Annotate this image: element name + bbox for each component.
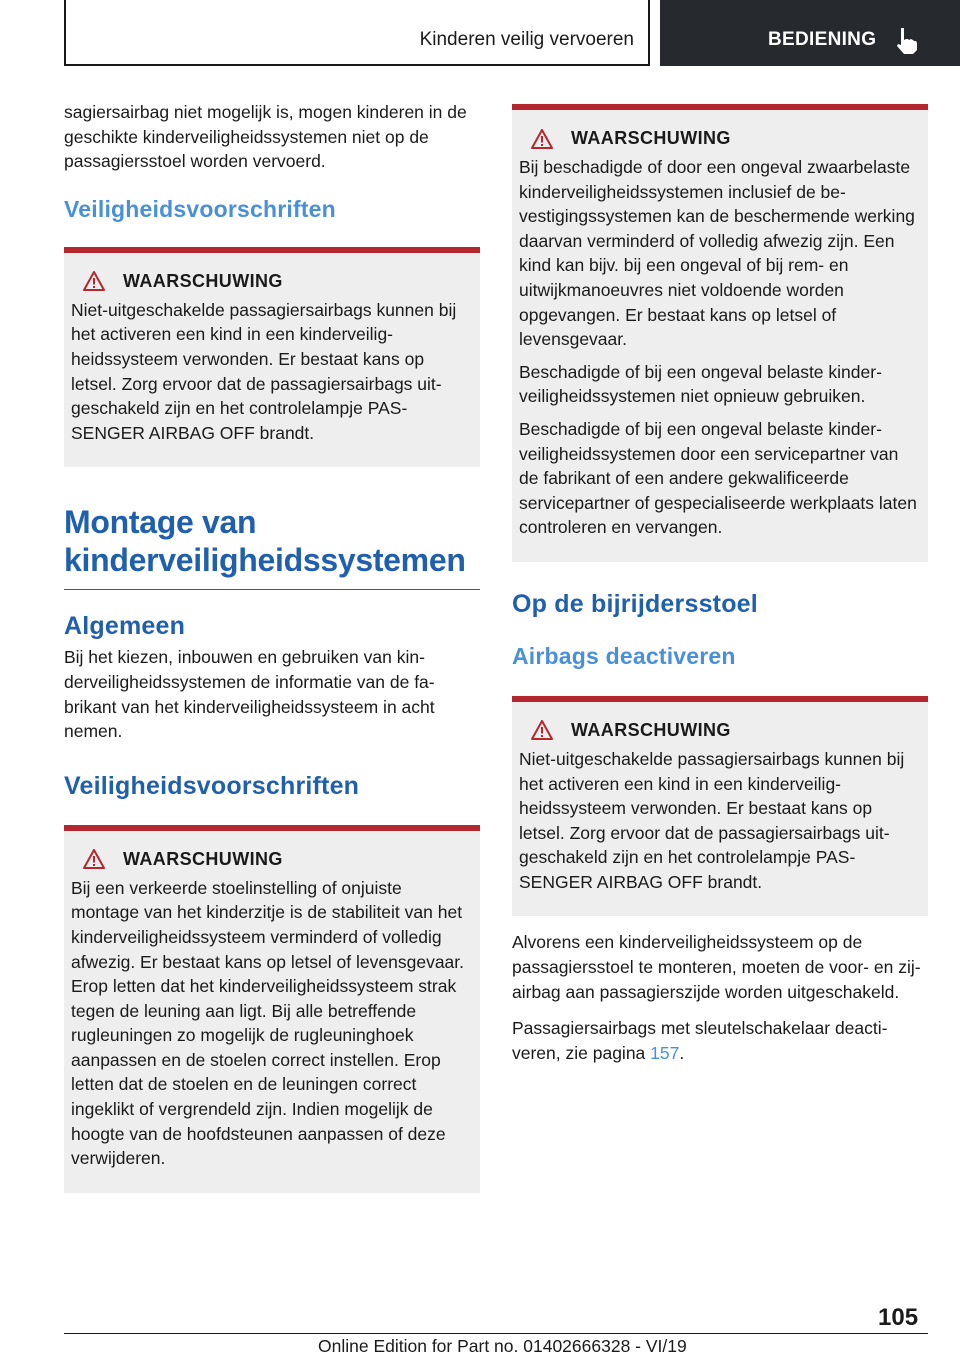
general-text: Bij het kiezen, inbouwen en gebruiken van kinderveiligheidssystemen de informatie van de fabrikant van het kinderveiligheidssysteem in acht nemen.	[64, 647, 435, 742]
warning-triangle-icon	[531, 129, 553, 149]
left-column	[64, 100, 480, 1207]
warning-title: WAARSCHUWING	[123, 270, 283, 291]
header-chapter-label: BEDIENING	[768, 29, 877, 50]
warning-triangle-icon	[531, 720, 553, 740]
right-column	[512, 104, 928, 1077]
warning-text: Bij beschadigde of door een ongeval zwaarbelaste kinderveiligheidssystemen inclusief de bevestigingssystemen kan de beschermende werking daarvan verminderd of volledig afwezig zijn. Een kind kan bijv. bij een ongeval of bij rem- en uitwijkmanoeuvres niet voldoende worden opgevangen. Er bestaat kans op letsel of levensgevaar.	[519, 157, 915, 350]
warning-triangle-icon	[83, 849, 105, 869]
header-section-title: Kinderen veilig vervoeren	[419, 29, 634, 50]
general-heading: Algemeen	[64, 612, 186, 641]
warning-text: Beschadigde of bij een ongeval belaste kinderveiligheidssystemen niet opnieuw gebruiken.	[519, 361, 882, 407]
warning-title: WAARSCHUWING	[123, 848, 283, 869]
footer-edition: Online Edition for Part no. 01402666328 - VI/19	[318, 1336, 687, 1356]
safety-heading-2: Veiligheidsvoorschriften	[64, 771, 360, 800]
before-install-text: Alvorens een kinderveiligheidssysteem op de passagiersstoel te monteren, moeten de voor- en zij-airbag aan passagierszijde worden uitgeschakeld.	[512, 932, 921, 1002]
deactivate-airbags-heading: Airbags deactiveren	[512, 642, 736, 669]
passenger-seat-heading: Op de bijrijdersstoel	[512, 589, 758, 618]
warning-box-2	[64, 825, 480, 1193]
warning-title: WAARSCHUWING	[571, 128, 731, 148]
header-section-box	[64, 0, 650, 66]
warning-box-4	[512, 696, 928, 917]
warning-text: Beschadigde of bij een ongeval belaste kinderveiligheidssystemen door een servicepartner van de fabrikant of een andere gekwalificeerde servicepartner of gespecialiseerde werkplaats laten controleren en vervangen.	[519, 418, 917, 538]
footer-rule	[64, 1333, 928, 1334]
warning-title: WAARSCHUWING	[571, 719, 731, 740]
warning-box-3	[512, 104, 928, 562]
warning-text: Bij een verkeerde stoelinstelling of onjuiste montage van het kinderzitje is de stabiliteit van het kinderveiligheidssysteem verminderd of volledig afwezig. Er bestaat kans op letsel of levensgevaar. Erop letten dat het kinderveiligheidssysteem strak tegen de leuning aan ligt. Bij alle betreffende rugleuningen zo mogelijk de rugleuninghoek aanpassen en de stoelen correct instellen. Erop letten dat de stoelen en de leuningen correct ingeklikt of vergrendeld zijn. Indien mogelijk de hoogte van de hoofdsteunen aanpassen of deze verwijderen.	[71, 877, 465, 1169]
warning-text: Niet-uitgeschakelde passagiersairbags kunnen bij het activeren een kind in een kinderveiligheidssysteem verwonden. Er bestaat kans op letsel. Zorg ervoor dat de passagiersairbags uitgeschakeld zijn en het controlelampje PASSENGER AIRBAG OFF brandt.	[71, 299, 457, 443]
warning-box-1	[64, 247, 480, 468]
key-switch-text: Passagiersairbags met sleutelschakelaar deactiveren, zie pagina 157.	[512, 1018, 888, 1063]
main-heading: Montage van kinderveiligheidssystemen	[64, 503, 480, 590]
page-link-157[interactable]: 157	[650, 1042, 680, 1063]
pointing-hand-icon	[893, 26, 921, 56]
page-number: 105	[878, 1304, 919, 1331]
warning-triangle-icon	[83, 271, 105, 291]
warning-text: Niet-uitgeschakelde passagiersairbags kunnen bij het activeren een kind in een kinderveiligheidssysteem verwonden. Er bestaat kans op letsel. Zorg ervoor dat de passagiersairbags uitgeschakeld zijn en het controlelampje PASSENGER AIRBAG OFF brandt.	[519, 748, 905, 892]
intro-text: sagiersairbag niet mogelijk is, mogen kinderen in de geschikte kinderveiligheidssystemen niet op de passagiersstoel worden vervoerd.	[64, 102, 467, 172]
safety-heading-1: Veiligheidsvoorschriften	[64, 195, 336, 222]
